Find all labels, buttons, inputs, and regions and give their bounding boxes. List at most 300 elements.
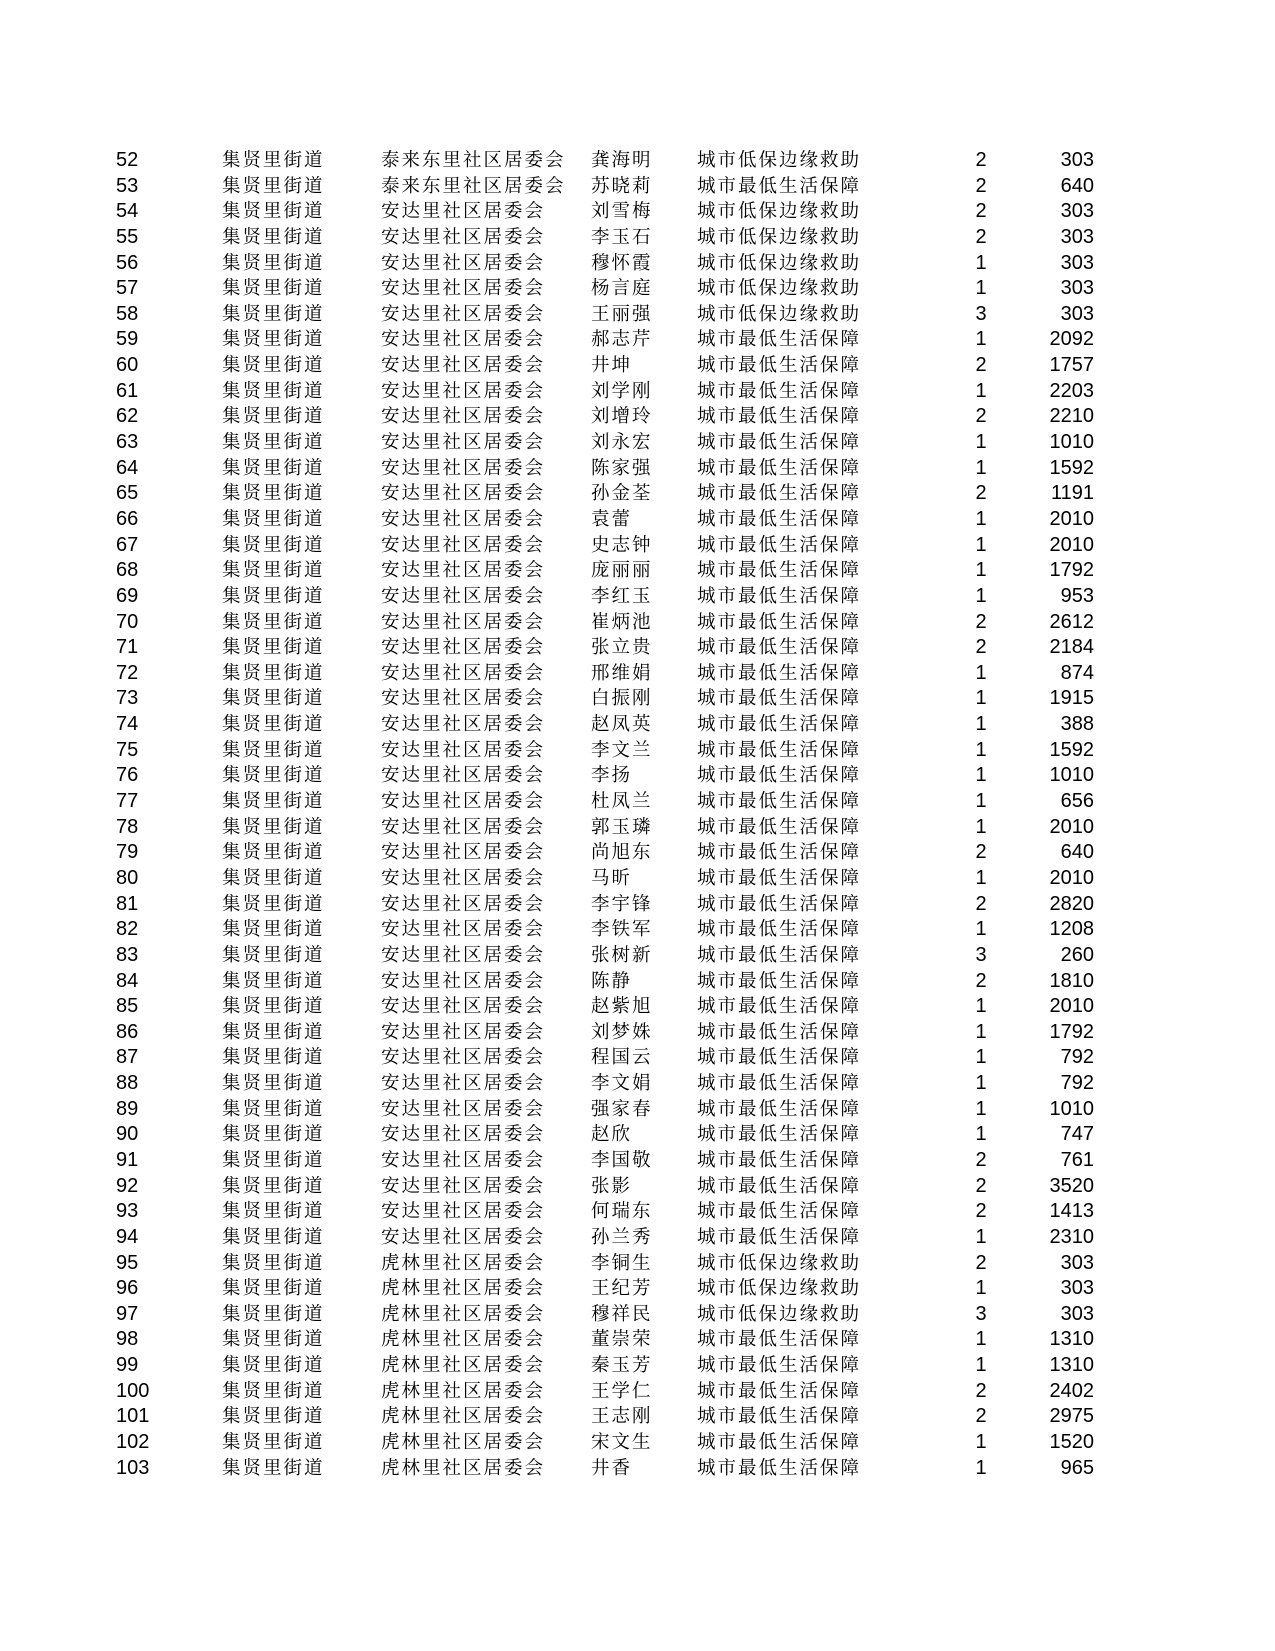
assistance-type: 城市最低生活保障 [697,970,862,992]
assistance-amount: 2210 [1049,405,1094,428]
street-office: 集贤里街道 [222,1380,325,1402]
household-persons: 1 [975,277,987,300]
table-row [0,507,1275,533]
table-row [0,1020,1275,1046]
assistance-type: 城市低保边缘救助 [697,1303,862,1325]
assistance-type: 城市最低生活保障 [697,1201,862,1223]
assistance-type: 城市最低生活保障 [697,355,862,377]
household-persons: 2 [975,482,987,505]
assistance-type: 城市最低生活保障 [697,1047,862,1069]
street-office: 集贤里街道 [222,508,325,530]
assistance-type: 城市低保边缘救助 [697,303,862,325]
recipient-name: 宋文生 [591,1432,653,1454]
street-office: 集贤里街道 [222,1406,325,1428]
community-committee: 安达里社区居委会 [381,739,546,761]
recipient-name: 井香 [591,1457,633,1479]
row-number: 89 [116,1097,139,1120]
household-persons: 1 [975,456,987,479]
table-row [0,892,1275,918]
assistance-type: 城市最低生活保障 [697,457,862,479]
assistance-amount: 2010 [1049,533,1094,556]
household-persons: 1 [975,713,987,736]
street-office: 集贤里街道 [222,560,325,582]
assistance-amount: 747 [1060,1123,1094,1146]
row-number: 81 [116,892,139,915]
assistance-amount: 2010 [1049,507,1094,530]
assistance-amount: 1792 [1049,1020,1094,1043]
community-committee: 安达里社区居委会 [381,483,546,505]
recipient-name: 王学仁 [591,1380,653,1402]
recipient-name: 刘雪梅 [591,201,653,223]
household-persons: 2 [975,174,987,197]
recipient-name: 邢维娟 [591,662,653,684]
assistance-amount: 640 [1060,841,1094,864]
assistance-amount: 388 [1060,713,1094,736]
assistance-amount: 303 [1060,302,1094,325]
household-persons: 1 [975,1456,987,1479]
household-persons: 1 [975,1123,987,1146]
assistance-type: 城市最低生活保障 [697,1226,862,1248]
row-number: 92 [116,1174,139,1197]
household-persons: 3 [975,1302,987,1325]
community-committee: 虎林里社区居委会 [381,1406,546,1428]
community-committee: 虎林里社区居委会 [381,1329,546,1351]
community-committee: 安达里社区居委会 [381,842,546,864]
assistance-amount: 3520 [1049,1174,1094,1197]
community-committee: 安达里社区居委会 [381,355,546,377]
table-row [0,1097,1275,1123]
assistance-type: 城市最低生活保障 [697,432,862,454]
table-row [0,1148,1275,1174]
community-committee: 虎林里社区居委会 [381,1355,546,1377]
assistance-amount: 965 [1060,1456,1094,1479]
street-office: 集贤里街道 [222,1432,325,1454]
household-persons: 1 [975,790,987,813]
assistance-amount: 2184 [1049,636,1094,659]
street-office: 集贤里街道 [222,1278,325,1300]
assistance-type: 城市低保边缘救助 [697,1278,862,1300]
street-office: 集贤里街道 [222,1149,325,1171]
community-committee: 泰来东里社区居委会 [381,150,566,171]
assistance-amount: 303 [1060,149,1094,171]
household-persons: 1 [975,764,987,787]
assistance-type: 城市低保边缘救助 [697,201,862,223]
recipient-name: 李文兰 [591,739,653,761]
assistance-type: 城市最低生活保障 [697,1329,862,1351]
household-persons: 2 [975,200,987,223]
recipient-name: 穆祥民 [591,1303,653,1325]
table-row [0,1122,1275,1148]
row-number: 95 [116,1251,139,1274]
assistance-amount: 1520 [1049,1431,1094,1454]
community-committee: 泰来东里社区居委会 [381,175,566,197]
assistance-type: 城市最低生活保障 [697,662,862,684]
recipient-name: 赵紫旭 [591,996,653,1018]
community-committee: 虎林里社区居委会 [381,1252,546,1274]
street-office: 集贤里街道 [222,534,325,556]
assistance-amount: 2010 [1049,995,1094,1018]
recipient-name: 崔炳池 [591,611,653,633]
assistance-amount: 2612 [1049,610,1094,633]
household-persons: 1 [975,815,987,838]
assistance-amount: 1010 [1049,764,1094,787]
street-office: 集贤里街道 [222,1457,325,1479]
row-number: 103 [116,1456,150,1479]
household-persons: 1 [975,687,987,710]
table-row [0,456,1275,482]
assistance-amount: 1592 [1049,738,1094,761]
recipient-name: 王纪芳 [591,1278,653,1300]
household-persons: 2 [975,1251,987,1274]
table-row [0,1045,1275,1071]
street-office: 集贤里街道 [222,714,325,736]
recipient-name: 强家春 [591,1098,653,1120]
recipient-name: 孙兰秀 [591,1226,653,1248]
recipient-name: 苏晓莉 [591,175,653,197]
recipient-name: 刘梦姝 [591,1021,653,1043]
table-row [0,686,1275,712]
row-number: 68 [116,559,139,582]
assistance-type: 城市最低生活保障 [697,842,862,864]
table-row [0,1225,1275,1251]
recipient-name: 董崇荣 [591,1329,653,1351]
street-office: 集贤里街道 [222,791,325,813]
assistance-type: 城市最低生活保障 [697,919,862,941]
household-persons: 2 [975,149,987,171]
assistance-type: 城市最低生活保障 [697,1406,862,1428]
assistance-amount: 303 [1060,225,1094,248]
assistance-type: 城市最低生活保障 [697,1355,862,1377]
row-number: 101 [116,1405,150,1428]
assistance-type: 城市最低生活保障 [697,406,862,428]
row-number: 93 [116,1200,139,1223]
table-row [0,148,1275,174]
assistance-amount: 1191 [1050,482,1094,505]
assistance-type: 城市最低生活保障 [697,329,862,351]
assistance-amount: 874 [1060,661,1094,684]
street-office: 集贤里街道 [222,483,325,505]
recipient-name: 刘增玲 [591,406,653,428]
street-office: 集贤里街道 [222,893,325,915]
community-committee: 安达里社区居委会 [381,816,546,838]
household-persons: 2 [975,225,987,248]
table-row [0,994,1275,1020]
assistance-amount: 2010 [1049,866,1094,889]
street-office: 集贤里街道 [222,1098,325,1120]
household-persons: 2 [975,610,987,633]
table-row [0,430,1275,456]
household-persons: 3 [975,943,987,966]
recipient-name: 刘学刚 [591,380,653,402]
recipient-name: 张立贵 [591,637,653,659]
street-office: 集贤里街道 [222,842,325,864]
assistance-type: 城市最低生活保障 [697,1149,862,1171]
table-row [0,1302,1275,1328]
table-row [0,1251,1275,1277]
row-number: 80 [116,866,139,889]
street-office: 集贤里街道 [222,1252,325,1274]
recipient-name: 袁蕾 [591,508,633,530]
table-row [0,815,1275,841]
community-committee: 安达里社区居委会 [381,662,546,684]
community-committee: 安达里社区居委会 [381,560,546,582]
household-persons: 1 [975,328,987,351]
row-number: 85 [116,995,139,1018]
community-committee: 安达里社区居委会 [381,1021,546,1043]
recipient-name: 李宇锋 [591,893,653,915]
household-persons: 1 [975,1225,987,1248]
table-row [0,533,1275,559]
assistance-amount: 2203 [1049,379,1094,402]
row-number: 90 [116,1123,139,1146]
street-office: 集贤里街道 [222,1201,325,1223]
assistance-amount: 2092 [1049,328,1094,351]
community-committee: 安达里社区居委会 [381,714,546,736]
street-office: 集贤里街道 [222,175,325,197]
community-committee: 安达里社区居委会 [381,1124,546,1146]
table-row [0,1430,1275,1456]
recipient-name: 赵欣 [591,1124,633,1146]
assistance-amount: 2975 [1049,1405,1094,1428]
community-committee: 安达里社区居委会 [381,970,546,992]
row-number: 94 [116,1225,139,1248]
assistance-type: 城市最低生活保障 [697,508,862,530]
street-office: 集贤里街道 [222,201,325,223]
row-number: 71 [116,636,139,659]
row-number: 61 [116,379,139,402]
street-office: 集贤里街道 [222,970,325,992]
community-committee: 安达里社区居委会 [381,585,546,607]
recipient-name: 白振刚 [591,688,653,710]
household-persons: 1 [975,1354,987,1377]
assistance-amount: 1757 [1049,354,1094,377]
household-persons: 1 [975,1020,987,1043]
community-committee: 安达里社区居委会 [381,1201,546,1223]
household-persons: 1 [975,1277,987,1300]
row-number: 91 [116,1148,139,1171]
assistance-amount: 2820 [1049,892,1094,915]
street-office: 集贤里街道 [222,303,325,325]
community-committee: 安达里社区居委会 [381,637,546,659]
household-persons: 1 [975,918,987,941]
household-persons: 1 [975,995,987,1018]
table-row [0,1404,1275,1430]
row-number: 67 [116,533,139,556]
assistance-type: 城市最低生活保障 [697,816,862,838]
assistance-amount: 303 [1060,1251,1094,1274]
row-number: 64 [116,456,139,479]
table-row [0,327,1275,353]
table-row [0,251,1275,277]
assistance-amount: 303 [1060,251,1094,274]
household-persons: 2 [975,1379,987,1402]
recipient-name: 孙金荃 [591,483,653,505]
street-office: 集贤里街道 [222,816,325,838]
table-row [0,661,1275,687]
row-number: 73 [116,687,139,710]
assistance-table [0,148,1275,1481]
household-persons: 1 [975,251,987,274]
community-committee: 安达里社区居委会 [381,329,546,351]
street-office: 集贤里街道 [222,1226,325,1248]
table-row [0,789,1275,815]
assistance-amount: 953 [1060,584,1094,607]
assistance-type: 城市最低生活保障 [697,688,862,710]
table-row [0,763,1275,789]
community-committee: 虎林里社区居委会 [381,1303,546,1325]
assistance-type: 城市最低生活保障 [697,791,862,813]
assistance-amount: 1592 [1049,456,1094,479]
assistance-type: 城市最低生活保障 [697,996,862,1018]
street-office: 集贤里街道 [222,765,325,787]
assistance-type: 城市最低生活保障 [697,739,862,761]
row-number: 78 [116,815,139,838]
street-office: 集贤里街道 [222,355,325,377]
recipient-name: 李扬 [591,765,633,787]
street-office: 集贤里街道 [222,585,325,607]
table-row [0,840,1275,866]
household-persons: 2 [975,405,987,428]
household-persons: 1 [975,1097,987,1120]
assistance-amount: 303 [1060,1277,1094,1300]
household-persons: 1 [975,584,987,607]
street-office: 集贤里街道 [222,1355,325,1377]
recipient-name: 王丽强 [591,303,653,325]
recipient-name: 李红玉 [591,585,653,607]
row-number: 56 [116,251,139,274]
assistance-type: 城市最低生活保障 [697,1073,862,1095]
table-row [0,353,1275,379]
table-row [0,712,1275,738]
household-persons: 1 [975,1072,987,1095]
community-committee: 安达里社区居委会 [381,508,546,530]
table-row [0,1199,1275,1225]
street-office: 集贤里街道 [222,1303,325,1325]
household-persons: 1 [975,379,987,402]
community-committee: 安达里社区居委会 [381,278,546,300]
street-office: 集贤里街道 [222,611,325,633]
assistance-type: 城市最低生活保障 [697,534,862,556]
street-office: 集贤里街道 [222,867,325,889]
recipient-name: 张影 [591,1175,633,1197]
table-row [0,1353,1275,1379]
assistance-type: 城市最低生活保障 [697,944,862,966]
assistance-type: 城市最低生活保障 [697,175,862,197]
recipient-name: 庞丽丽 [591,560,653,582]
household-persons: 1 [975,866,987,889]
household-persons: 2 [975,1405,987,1428]
row-number: 57 [116,277,139,300]
assistance-amount: 1792 [1049,559,1094,582]
assistance-type: 城市低保边缘救助 [697,252,862,274]
street-office: 集贤里街道 [222,432,325,454]
row-number: 79 [116,841,139,864]
community-committee: 安达里社区居委会 [381,919,546,941]
household-persons: 2 [975,892,987,915]
street-office: 集贤里街道 [222,1329,325,1351]
assistance-amount: 2310 [1049,1225,1094,1248]
row-number: 72 [116,661,139,684]
row-number: 70 [116,610,139,633]
table-row [0,1071,1275,1097]
recipient-name: 陈家强 [591,457,653,479]
assistance-type: 城市最低生活保障 [697,1432,862,1454]
assistance-amount: 1010 [1049,1097,1094,1120]
street-office: 集贤里街道 [222,662,325,684]
recipient-name: 龚海明 [591,150,653,171]
row-number: 66 [116,507,139,530]
assistance-type: 城市低保边缘救助 [697,278,862,300]
row-number: 60 [116,354,139,377]
assistance-type: 城市最低生活保障 [697,1124,862,1146]
assistance-amount: 792 [1060,1046,1094,1069]
assistance-type: 城市低保边缘救助 [697,226,862,248]
row-number: 83 [116,943,139,966]
row-number: 102 [116,1431,150,1454]
assistance-type: 城市最低生活保障 [697,380,862,402]
assistance-amount: 2010 [1049,815,1094,838]
row-number: 63 [116,431,139,454]
table-row [0,199,1275,225]
community-committee: 虎林里社区居委会 [381,1432,546,1454]
community-committee: 安达里社区居委会 [381,611,546,633]
household-persons: 2 [975,1200,987,1223]
table-row [0,481,1275,507]
street-office: 集贤里街道 [222,150,325,171]
household-persons: 1 [975,1046,987,1069]
community-committee: 安达里社区居委会 [381,1073,546,1095]
recipient-name: 李铜生 [591,1252,653,1274]
row-number: 99 [116,1354,139,1377]
assistance-type: 城市最低生活保障 [697,585,862,607]
assistance-type: 城市低保边缘救助 [697,150,862,171]
community-committee: 安达里社区居委会 [381,457,546,479]
community-committee: 安达里社区居委会 [381,944,546,966]
assistance-amount: 1413 [1049,1200,1094,1223]
community-committee: 安达里社区居委会 [381,303,546,325]
table-row [0,1379,1275,1405]
recipient-name: 何瑞东 [591,1201,653,1223]
assistance-type: 城市低保边缘救助 [697,1252,862,1274]
table-row [0,1174,1275,1200]
street-office: 集贤里街道 [222,457,325,479]
table-row [0,969,1275,995]
assistance-type: 城市最低生活保障 [697,611,862,633]
household-persons: 1 [975,533,987,556]
row-number: 53 [116,174,139,197]
row-number: 87 [116,1046,139,1069]
row-number: 65 [116,482,139,505]
recipient-name: 李玉石 [591,226,653,248]
recipient-name: 井坤 [591,355,633,377]
recipient-name: 程国云 [591,1047,653,1069]
household-persons: 1 [975,1431,987,1454]
table-row [0,943,1275,969]
street-office: 集贤里街道 [222,1021,325,1043]
row-number: 86 [116,1020,139,1043]
community-committee: 安达里社区居委会 [381,432,546,454]
row-number: 77 [116,790,139,813]
table-row [0,174,1275,200]
row-number: 55 [116,225,139,248]
household-persons: 2 [975,841,987,864]
household-persons: 3 [975,302,987,325]
recipient-name: 杜凤兰 [591,791,653,813]
recipient-name: 穆怀霞 [591,252,653,274]
recipient-name: 郭玉璘 [591,816,653,838]
table-row [0,379,1275,405]
recipient-name: 陈静 [591,970,633,992]
